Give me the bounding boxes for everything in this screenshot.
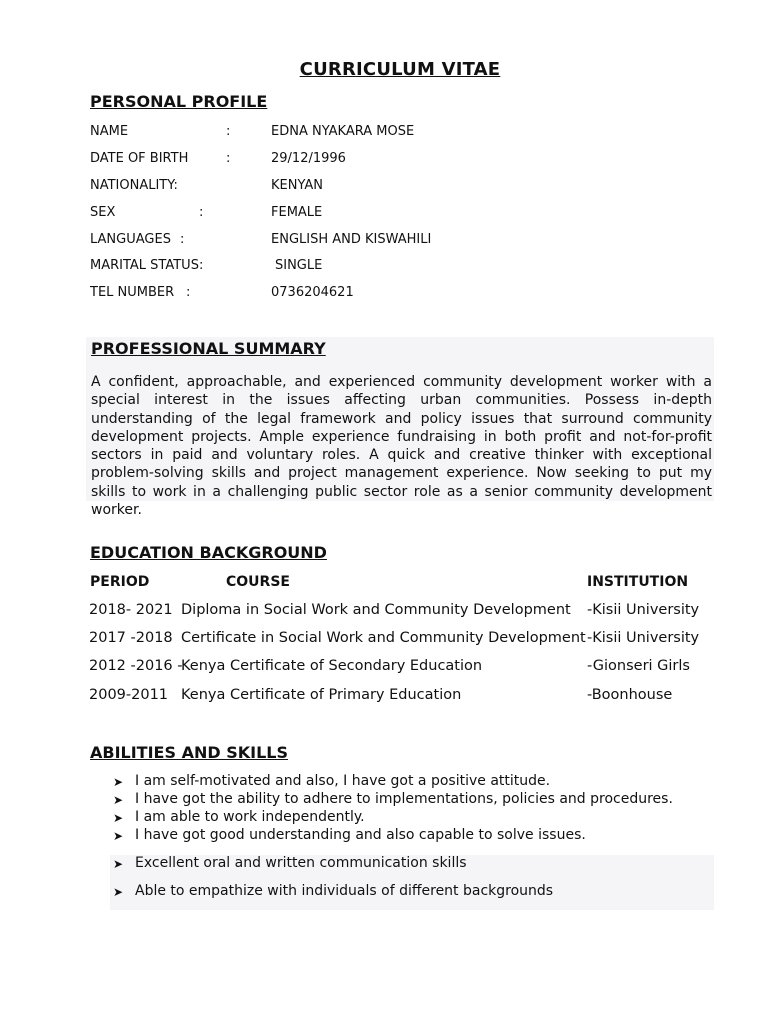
education-column-course: COURSE xyxy=(226,574,290,590)
profile-separator: : xyxy=(226,151,231,166)
profile-separator: : xyxy=(186,285,191,300)
skills-heading: ABILITIES AND SKILLS xyxy=(90,743,288,762)
personal-profile-heading: PERSONAL PROFILE xyxy=(90,92,268,111)
document-title: CURRICULUM VITAE xyxy=(299,59,501,80)
skill-text: Excellent oral and written communication skills xyxy=(135,855,467,871)
education-column-institution: INSTITUTION xyxy=(587,574,689,590)
education-period: 2018- 2021 xyxy=(89,602,173,618)
education-column-period: PERIOD xyxy=(90,574,150,590)
education-institution: -Boonhouse xyxy=(587,687,673,703)
profile-label-name: NAME xyxy=(90,124,129,139)
profile-value-dob: 29/12/1996 xyxy=(271,151,346,166)
education-course: Diploma in Social Work and Community Development xyxy=(181,602,571,618)
education-heading: EDUCATION BACKGROUND xyxy=(90,543,327,562)
professional-summary-text: A confident, approachable, and experienced community development worker with a special interest in the issues affecting urban communities. Possess in-depth understanding of the legal framework and policy issues that surround community development projects. Ample experience fundraising in both profit and not-for-profit sectors in paid and voluntary roles. A quick and creative thinker with exceptional problem-solving skills and project management experience. Now seeking to put my skills to work in a challenging public sector role as a senior community development worker. xyxy=(91,374,712,519)
skill-text: I am self-motivated and also, I have got a positive attitude. xyxy=(135,773,551,789)
profile-value-name: EDNA NYAKARA MOSE xyxy=(271,124,415,139)
education-course: Kenya Certificate of Secondary Education xyxy=(181,658,483,674)
professional-summary-heading: PROFESSIONAL SUMMARY xyxy=(91,339,326,358)
profile-value-languages: ENGLISH AND KISWAHILI xyxy=(271,232,432,247)
education-period: 2017 -2018 xyxy=(89,630,173,646)
profile-separator: : xyxy=(199,205,204,220)
education-institution: -Kisii University xyxy=(587,630,700,646)
education-period: 2009-2011 xyxy=(89,687,169,703)
skill-text: I have got the ability to adhere to implementations, policies and procedures. xyxy=(135,791,673,807)
profile-label-dob: DATE OF BIRTH xyxy=(90,151,189,166)
arrow-bullet-icon: ➤ xyxy=(113,829,124,843)
arrow-bullet-icon: ➤ xyxy=(113,857,124,871)
education-course: Kenya Certificate of Primary Education xyxy=(181,687,462,703)
profile-separator: : xyxy=(226,124,231,139)
profile-label-languages: LANGUAGES xyxy=(90,232,171,247)
profile-label-sex: SEX xyxy=(90,205,116,220)
profile-separator: : xyxy=(180,232,185,247)
arrow-bullet-icon: ➤ xyxy=(113,811,124,825)
arrow-bullet-icon: ➤ xyxy=(113,793,124,807)
arrow-bullet-icon: ➤ xyxy=(113,775,124,789)
education-institution: -Gionseri Girls xyxy=(587,658,690,674)
profile-value-nationality: KENYAN xyxy=(271,178,324,193)
profile-value-sex: FEMALE xyxy=(271,205,323,220)
education-institution: -Kisii University xyxy=(587,602,700,618)
education-period: 2012 -2016 - xyxy=(89,658,183,674)
profile-label-marital-status: MARITAL STATUS: xyxy=(90,258,204,273)
arrow-bullet-icon: ➤ xyxy=(113,885,124,899)
profile-label-nationality: NATIONALITY: xyxy=(90,178,178,193)
skill-text: Able to empathize with individuals of different backgrounds xyxy=(135,883,554,899)
education-course: Certificate in Social Work and Community Development xyxy=(181,630,586,646)
skill-text: I have got good understanding and also capable to solve issues. xyxy=(135,827,586,843)
profile-value-tel: 0736204621 xyxy=(271,285,354,300)
profile-value-marital-status: SINGLE xyxy=(275,258,323,273)
skill-text: I am able to work independently. xyxy=(135,809,365,825)
profile-label-tel: TEL NUMBER xyxy=(90,285,175,300)
